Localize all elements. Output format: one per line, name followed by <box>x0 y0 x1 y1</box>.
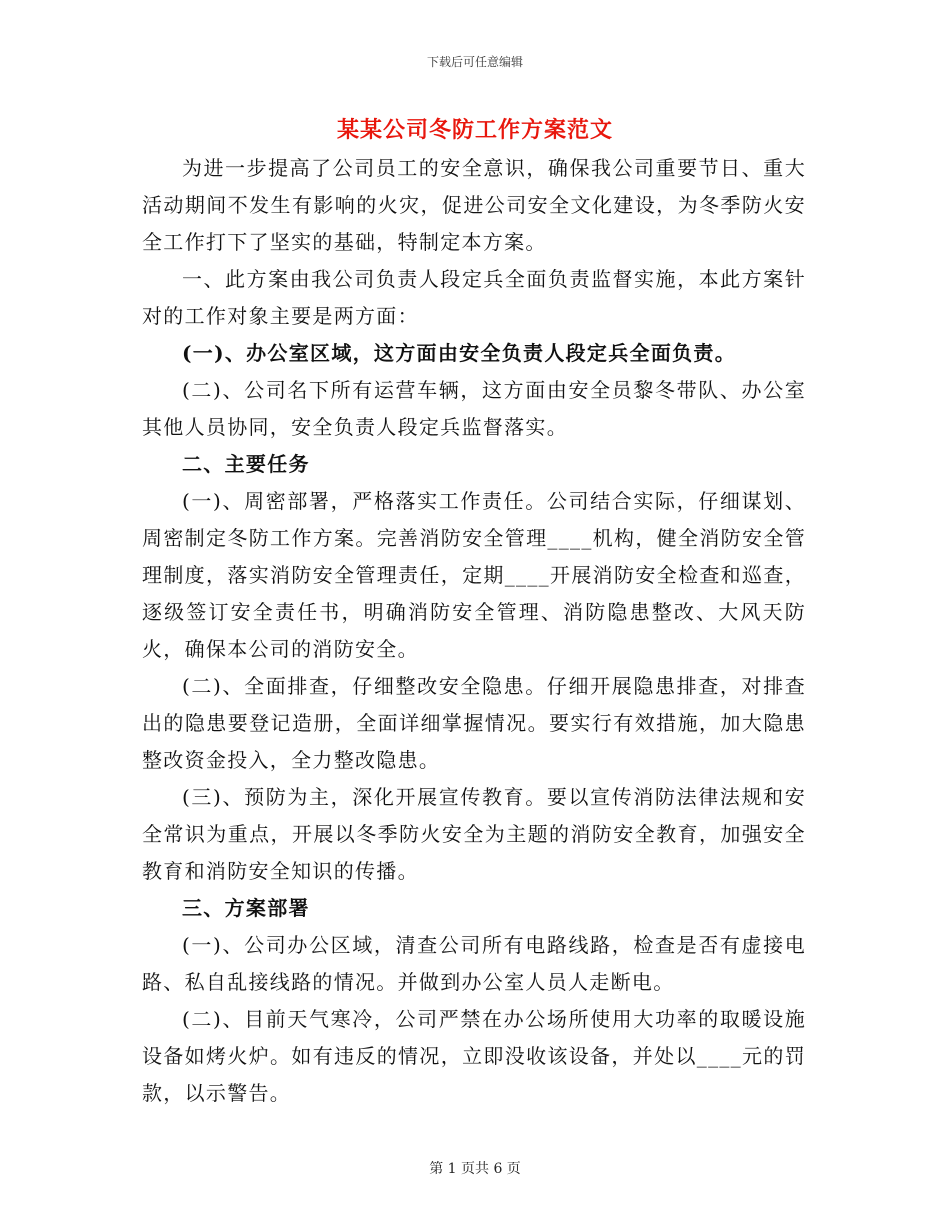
section-three-item-1: (一)、公司办公区域，清查公司所有电路线路，检查是否有虚接电路、私自乱接线路的情况。并做到办公室人员人走断电。 <box>142 933 806 994</box>
document-body <box>142 150 806 1112</box>
section-two-item-2: (二)、全面排查，仔细整改安全隐患。仔细开展隐患排查，对排查出的隐患要登记造册，全面详细掌握情况。要实行有效措施，加大隐患整改资金投入，全力整改隐患。 <box>142 674 806 772</box>
section-two-item-3: (三)、预防为主，深化开展宣传教育。要以宣传消防法律法规和安全常识为重点，开展以冬季防火安全为主题的消防安全教育，加强安全教育和消防安全知识的传播。 <box>142 785 806 883</box>
page-number: 第 1 页共 6 页 <box>429 1161 521 1177</box>
section-two-item-1: (一)、周密部署，严格落实工作责任。公司结合实际，仔细谋划、周密制定冬防工作方案。完善消防安全管理____机构，健全消防安全管理制度，落实消防安全管理责任，定期____开展消防安全检查和巡查，逐级签订安全责任书，明确消防安全管理、消防隐患整改、大风天防火，确保本公司的消防安全。 <box>142 489 806 661</box>
intro-paragraph: 为进一步提高了公司员工的安全意识，确保我公司重要节日、重大活动期间不发生有影响的火灾，促进公司安全文化建设，为冬季防火安全工作打下了坚实的基础，特制定本方案。 <box>142 156 806 254</box>
section-one-item-1: (一)、办公室区域，这方面由安全负责人段定兵全面负责。 <box>182 341 737 365</box>
section-one-paragraph: 一、此方案由我公司负责人段定兵全面负责监督实施，本此方案针对的工作对象主要是两方面： <box>142 267 806 328</box>
section-three-item-2: (二)、目前天气寒冷，公司严禁在办公场所使用大功率的取暖设施设备如烤火炉。如有违反的情况，立即没收该设备，并处以____元的罚款，以示警告。 <box>142 1007 806 1105</box>
document-title: 某某公司冬防工作方案范文 <box>336 117 613 143</box>
section-three-heading: 三、方案部署 <box>182 896 310 920</box>
section-one-item-2: (二)、公司名下所有运营车辆，这方面由安全员黎冬带队、办公室其他人员协同，安全负责人段定兵监督落实。 <box>142 378 806 439</box>
header-note: 下载后可任意编辑 <box>426 55 523 69</box>
section-two-heading: 二、主要任务 <box>182 452 310 476</box>
